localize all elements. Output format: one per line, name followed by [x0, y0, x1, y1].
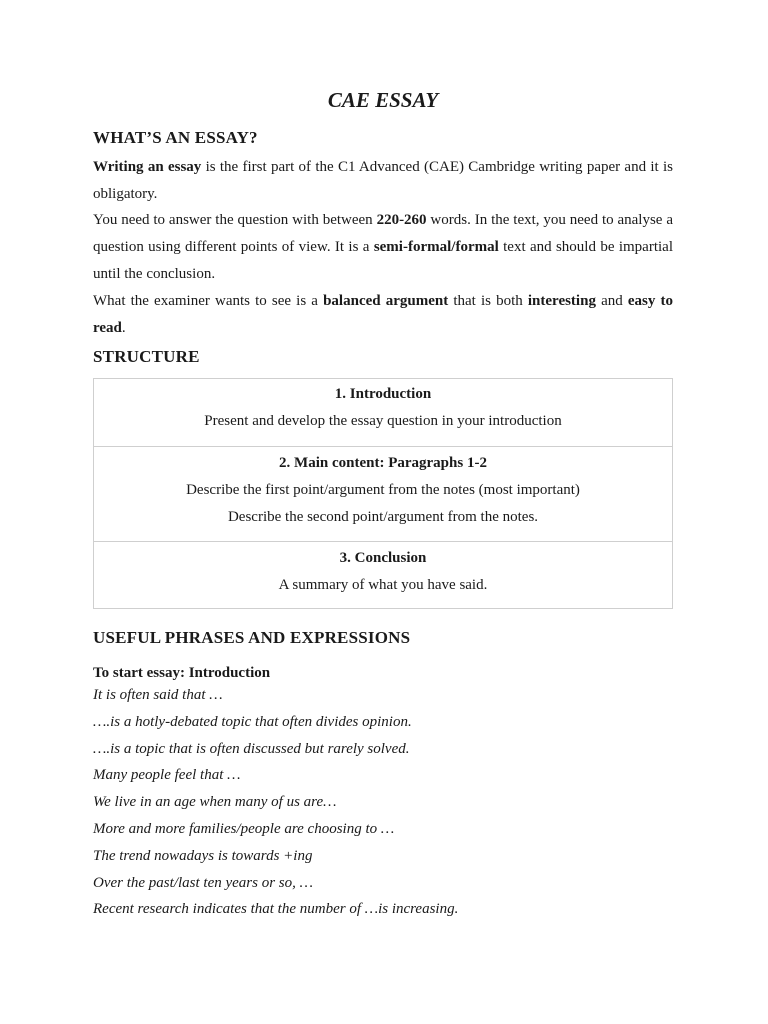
- structure-table: [93, 378, 673, 609]
- text-run: words. In the text, you need to analyse a question using different points of view. It is a: [93, 212, 673, 255]
- bold-text: balanced argument: [323, 293, 449, 309]
- section-heading-what-is-essay: WHAT’S AN ESSAY?: [93, 128, 258, 147]
- phrase-item: Over the past/last ten years or so, …: [93, 874, 313, 891]
- phrase-item: Recent research indicates that the number of …is increasing.: [93, 901, 459, 918]
- subheading-introduction: To start essay: Introduction: [93, 665, 271, 681]
- structure-row-text: Describe the second point/argument from the notes.: [227, 509, 539, 525]
- text-run: and: [595, 293, 628, 309]
- bold-text: easy to read: [93, 293, 673, 336]
- text-run: .: [121, 319, 126, 336]
- phrase-list: [93, 682, 458, 923]
- paragraph-intro: [93, 154, 673, 208]
- text-run: What the examiner wants to see is a: [93, 293, 324, 309]
- section-heading-useful-phrases: USEFUL PHRASES AND EXPRESSIONS: [93, 628, 411, 647]
- structure-row-conclusion: [94, 542, 672, 608]
- structure-row-text: Present and develop the essay question in your introduction: [204, 413, 562, 429]
- structure-row-title: 1. Introduction: [334, 386, 432, 402]
- structure-row-title: 2. Main content: Paragraphs 1-2: [279, 455, 487, 471]
- paragraph-requirements: [93, 207, 673, 287]
- paragraph-examiner: [93, 288, 673, 342]
- phrase-item: ….is a topic that is often discussed but rarely solved.: [93, 740, 410, 757]
- text-run: that is both: [448, 293, 528, 309]
- bold-text: interesting: [527, 293, 596, 309]
- text-run: You need to answer the question with between: [93, 212, 377, 228]
- bold-text: semi-formal/formal: [373, 238, 499, 255]
- structure-row-text: Describe the first point/argument from the notes (most important): [186, 482, 580, 498]
- bold-text: 220-260: [376, 212, 427, 228]
- section-heading-structure: STRUCTURE: [93, 347, 200, 366]
- phrase-item: Many people feel that …: [93, 767, 241, 784]
- structure-row-main-content: [94, 447, 672, 542]
- page-title: CAE ESSAY: [327, 88, 439, 112]
- phrase-item: ….is a hotly-debated topic that often divides opinion.: [93, 713, 412, 730]
- phrase-item: More and more families/people are choosing to …: [93, 820, 395, 837]
- text-run: text and should be impartial until the conclusion.: [93, 238, 673, 282]
- text-run: is the first part of the C1 Advanced (CAE) Cambridge writing paper and it is obligatory.: [93, 159, 673, 202]
- structure-row-text: A summary of what you have said.: [278, 577, 488, 593]
- structure-row-title: 3. Conclusion: [339, 550, 427, 566]
- phrase-item: It is often said that …: [93, 687, 223, 703]
- phrase-item: The trend nowadays is towards +ing: [93, 847, 313, 864]
- structure-row-introduction: [94, 379, 672, 447]
- bold-text: Writing an essay: [93, 159, 202, 175]
- phrase-item: We live in an age when many of us are…: [93, 794, 337, 811]
